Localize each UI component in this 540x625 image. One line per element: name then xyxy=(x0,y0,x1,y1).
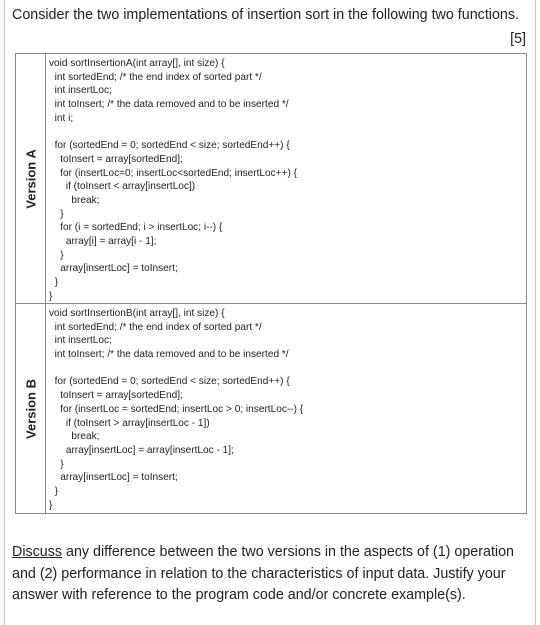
version-a-code-line: } xyxy=(49,208,64,220)
version-b-code-line: } xyxy=(49,485,58,497)
version-a-code-line: if (toInsert < array[insertLoc]) xyxy=(49,181,196,193)
version-a-code-line: int sortedEnd; /* the end index of sorted part */ xyxy=(49,71,262,83)
version-b-code-line: if (toInsert > array[insertLoc - 1]) xyxy=(49,417,210,429)
discuss-text: any difference between the two versions in the aspects of (1) operation and (2) performance in relation to the characteristics of input data. Justify your answer with reference to the program code and/or concrete example(s). xyxy=(12,544,514,603)
version-b-code-line: array[insertLoc] = toInsert; xyxy=(49,472,178,484)
version-a-label: Version A xyxy=(23,148,38,209)
version-a-code-line: } xyxy=(49,277,58,288)
version-b-label: Version B xyxy=(23,378,38,439)
version-b-code-line: } xyxy=(49,499,53,511)
version-b-label-cell xyxy=(16,304,46,513)
version-a-label-cell xyxy=(16,54,46,303)
version-a-code-line: } xyxy=(49,249,64,261)
version-b-code-line: for (sortedEnd = 0; sortedEnd < size; sortedEnd++) { xyxy=(49,376,290,388)
version-a-code-line: for (sortedEnd = 0; sortedEnd < size; sortedEnd++) { xyxy=(49,140,290,152)
version-b-code-line: int insertLoc; xyxy=(49,335,112,347)
version-b-code-line: } xyxy=(49,458,64,470)
version-a-code-line xyxy=(49,125,522,139)
version-b-code-line: toInsert = array[sortedEnd]; xyxy=(49,390,183,402)
version-a-code-line: void sortInsertionA(int array[], int size) { xyxy=(49,58,225,69)
version-b-code-line: int sortedEnd; /* the end index of sorted part */ xyxy=(49,321,262,333)
discuss-instruction xyxy=(12,542,534,607)
question-intro: Consider the two implementations of insertion sort in the following two functions. xyxy=(12,7,520,23)
version-a-code-line: toInsert = array[sortedEnd]; xyxy=(49,153,183,165)
version-a-row xyxy=(16,54,526,304)
page-border-right xyxy=(535,0,536,625)
version-b-code-line: void sortInsertionB(int array[], int size) { xyxy=(49,308,225,319)
version-a-code-line: for (insertLoc=0; insertLoc<sortedEnd; insertLoc++) { xyxy=(49,167,297,179)
marks-label: [5] xyxy=(510,31,526,47)
version-b-code-line xyxy=(49,362,522,376)
version-a-code-line: int toInsert; /* the data removed and to be inserted */ xyxy=(49,99,289,111)
version-b-code-line: for (insertLoc = sortedEnd; insertLoc > 0; insertLoc--) { xyxy=(49,403,304,415)
version-a-code-line: array[insertLoc] = toInsert; xyxy=(49,263,178,275)
version-a-code-line: for (i = sortedEnd; i > insertLoc; i--) { xyxy=(49,222,223,234)
version-a-code-line: } xyxy=(49,290,53,302)
version-b-code xyxy=(49,307,522,512)
version-b-code-line: array[insertLoc] = array[insertLoc - 1]; xyxy=(49,444,234,456)
version-a-code-line: array[i] = array[i - 1]; xyxy=(49,235,157,247)
version-b-code-line: int toInsert; /* the data removed and to be inserted */ xyxy=(49,349,289,361)
discuss-keyword: Discuss xyxy=(12,544,63,560)
version-b-code-line: break; xyxy=(49,431,100,443)
version-b-row xyxy=(16,304,526,513)
version-a-code-line: int i; xyxy=(49,112,74,124)
code-comparison-table xyxy=(15,53,527,514)
version-a-code xyxy=(49,57,522,303)
version-a-code-line: int insertLoc; xyxy=(49,85,112,97)
version-a-code-line: break; xyxy=(49,194,100,206)
page-border-left xyxy=(4,0,5,625)
